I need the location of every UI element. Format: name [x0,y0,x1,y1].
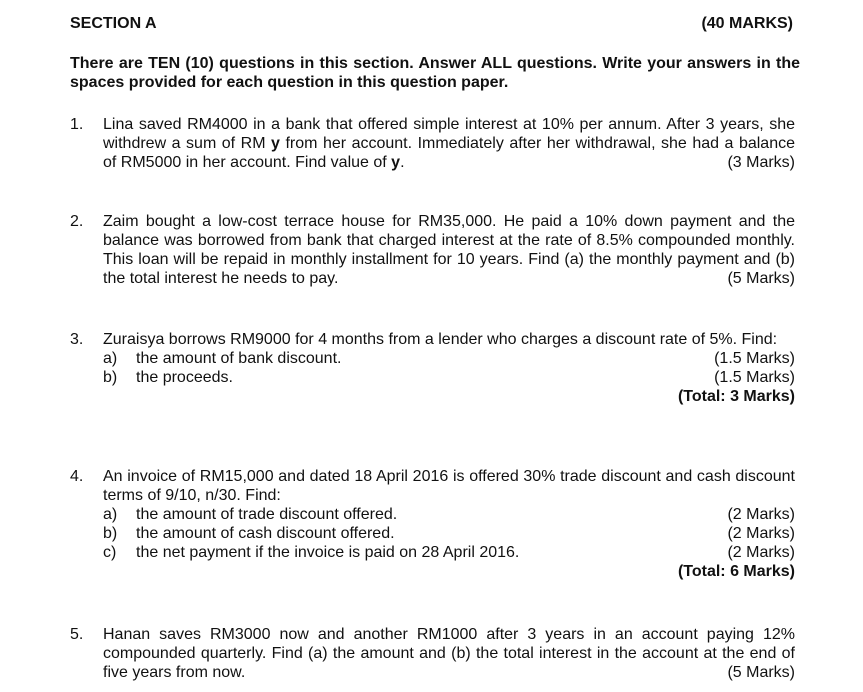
part-text: the net payment if the invoice is paid on 28 April 2016. [136,544,520,561]
part-text: the amount of cash discount offered. [136,525,395,542]
question-marks: (3 Marks) [727,154,795,171]
part-marks: (2 Marks) [727,506,795,523]
question-number: 5. [70,626,84,643]
section-header [70,15,793,35]
question-marks: (5 Marks) [727,270,795,287]
section-title: SECTION A [70,15,157,32]
variable-y: y [271,135,280,152]
part-label: b) [103,369,118,386]
question-4 [70,467,795,581]
part-label: a) [103,506,118,523]
part-text: the amount of trade discount offered. [136,506,398,523]
question-2 [70,212,795,288]
instructions: There are TEN (10) questions in this section. Answer ALL questions. Write your answers in the spaces provided for each question in this question paper. [70,55,800,91]
question-text: Zuraisya borrows RM9000 for 4 months from a lender who charges a discount rate of 5%. Find: [103,331,778,348]
question-text: Zaim bought a low-cost terrace house for RM35,000. He paid a 10% down payment and the balance was borrowed from bank that charged interest at the rate of 8.5% compounded monthly. This loan will be repaid in monthly installment for 10 years. Find (a) the monthly payment and (b) the total interest he needs to pay. [103,213,795,287]
question-text-part: from her account. Immediately after her withdrawal, she had a balance of RM5000 in her account. Find value of [103,135,795,171]
question-part [103,349,795,368]
variable-y: y [391,154,401,171]
part-marks: (2 Marks) [727,544,795,561]
question-number: 3. [70,331,84,348]
question-part [103,524,795,543]
question-5 [70,625,795,682]
part-label: c) [103,544,117,561]
question-part [103,368,795,387]
part-label: a) [103,350,118,367]
question-1 [70,115,795,172]
question-text: An invoice of RM15,000 and dated 18 April 2016 is offered 30% trade discount and cash discount terms of 9/10, n/30. Find: [103,468,795,504]
part-marks: (1.5 Marks) [714,369,795,386]
part-text: the amount of bank discount. [136,350,342,367]
section-marks: (40 MARKS) [701,15,793,32]
question-text [103,115,795,172]
question-part [103,543,795,562]
total-marks: (Total: 6 Marks) [677,563,795,580]
part-marks: (1.5 Marks) [714,350,795,367]
question-text-part: Lina saved RM4000 in a bank that offered simple interest at 10% per annum. After 3 years, she withdrew a sum of RM [103,116,795,152]
question-text-part: . [400,154,405,171]
question-number: 2. [70,213,84,230]
total-row [103,562,795,581]
total-marks: (Total: 3 Marks) [677,388,795,405]
question-marks: (5 Marks) [727,664,795,681]
question-3 [70,330,795,406]
part-label: b) [103,525,118,542]
question-number: 1. [70,116,84,133]
question-number: 4. [70,468,84,485]
question-text: Hanan saves RM3000 now and another RM1000 after 3 years in an account paying 12% compounded quarterly. Find (a) the amount and (b) the total interest in the account at the end of five years from now. [103,626,795,681]
part-marks: (2 Marks) [727,525,795,542]
question-part [103,505,795,524]
total-row [103,387,795,406]
part-text: the proceeds. [136,369,233,386]
